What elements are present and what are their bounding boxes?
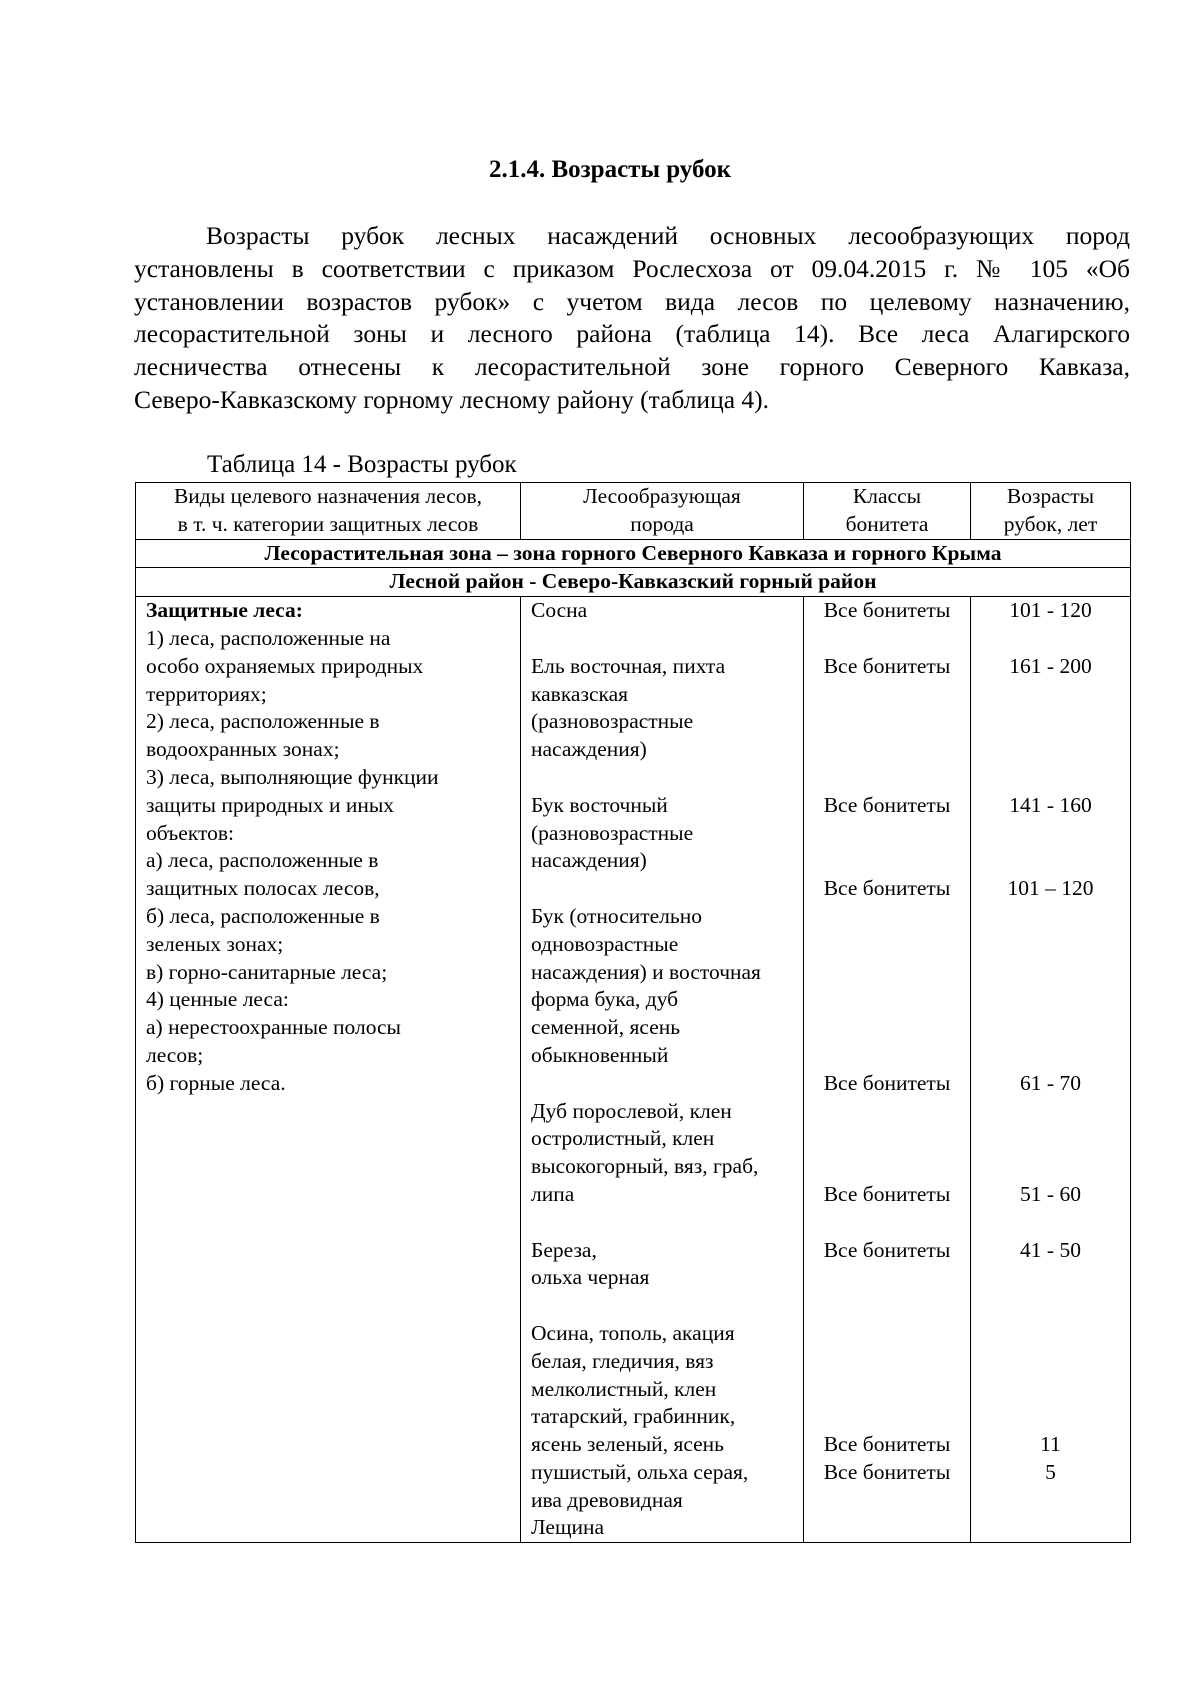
cell-line [808,1320,966,1348]
cell-line [808,1264,966,1292]
cell-line [808,1292,966,1320]
cell-line [975,1376,1126,1404]
cell-line: Все бонитеты [823,1181,951,1206]
cell-line: 61 - 70 [1020,1070,1081,1095]
cell-line [808,708,966,736]
cell-line [808,820,966,848]
cell-line: Лещина [531,1515,605,1540]
cell-line [975,1153,1126,1181]
cell-line: семенной, ясень [531,1015,681,1040]
cell-line [808,625,966,653]
cell-line [975,959,1126,987]
cell-line [975,708,1126,736]
cell-line: 3) леса, выполняющие функции [146,764,439,789]
cell-line: 2) леса, расположенные в [146,709,380,734]
cell-line: (разновозрастные [531,820,694,845]
cell-line [975,1292,1126,1320]
cell-line [808,736,966,764]
cell-line: Все бонитеты [823,653,951,678]
paragraph-line: установлении возрастов рубок» с учетом вида лесов по целевому назначению, [134,286,1130,316]
cell-line: Все бонитеты [823,598,951,623]
cell-line [808,1042,966,1070]
cell-line: особо охраняемых природных [146,653,424,678]
paragraph-line: установлены в соответствии с приказом Рослесхоза от 09.04.2015 г. № 105 «Об [134,253,1130,283]
zone-row [136,539,1131,568]
cell-line: 101 – 120 [1007,876,1094,901]
cell-line [531,625,793,653]
paragraph-line: лесорастительной зоны и лесного района (таблица 14). Все леса Алагирского [134,319,1130,349]
cell-line [531,764,793,792]
header-text: Классы [852,484,922,508]
table-row [136,597,1131,1543]
cell-line: липа [531,1181,575,1206]
cell-line: территориях; [146,681,267,706]
cell-line [975,1098,1126,1126]
cell-line: кавказская [531,681,629,706]
cell-line [975,1348,1126,1376]
cell-line: Защитные леса: [146,598,303,623]
cell-line: ясень зеленый, ясень [531,1432,724,1457]
age-cell [971,597,1131,1543]
cell-line: Осина, тополь, акация [531,1320,735,1345]
header-cell-age [971,483,1131,540]
cell-line: 5 [1045,1459,1056,1484]
cell-line [975,625,1126,653]
cell-line [808,986,966,1014]
cell-line: форма бука, дуб [531,987,679,1012]
species-cell [521,597,804,1543]
cell-line: татарский, грабинник, [531,1404,736,1429]
header-text: рубок, лет [1003,511,1098,536]
header-text: порода [630,511,694,536]
cell-line: мелколистный, клен [531,1376,717,1401]
cell-line [808,847,966,875]
cell-line [531,1292,793,1320]
cell-line: Бук (относительно [531,903,702,928]
cell-line: высокогорный, вяз, граб, [531,1154,759,1179]
cell-line: Все бонитеты [823,876,951,901]
cell-line [975,1209,1126,1237]
bonitet-cell [804,597,971,1543]
cell-line [975,1264,1126,1292]
cell-line [808,931,966,959]
cell-line: 101 - 120 [1009,598,1092,623]
cell-line: б) горные леса. [146,1070,286,1095]
cell-line [975,764,1126,792]
cell-line [975,1014,1126,1042]
cell-line: лесов; [146,1042,204,1067]
cell-line: (разновозрастные [531,709,694,734]
cell-line [975,1320,1126,1348]
cell-line: б) леса, расположенные в [146,903,380,928]
cell-line: 11 [1040,1432,1061,1457]
cell-line [975,903,1126,931]
cell-line [975,1042,1126,1070]
paragraph-line: лесничества отнесены к лесорастительной зоне горного Северного Кавказа, [134,352,1130,382]
cell-line: 161 - 200 [1009,653,1092,678]
cell-line [975,736,1126,764]
cell-line: обыкновенный [531,1042,669,1067]
cell-line: защитных полосах лесов, [146,876,380,901]
cell-line: Все бонитеты [823,1459,951,1484]
table-header-row [136,483,1131,540]
cell-line: остролистный, клен [531,1126,715,1151]
cell-line: ольха черная [531,1265,650,1290]
cell-line: 1) леса, расположенные на [146,625,391,650]
cell-line [808,1125,966,1153]
header-text: Лесообразующая [583,484,741,508]
cell-line: одновозрастные [531,931,679,956]
header-cell-species [521,483,804,540]
cell-line: Ель восточная, пихта [531,653,726,678]
table-caption: Таблица 14 - Возрасты рубок [207,451,517,478]
cell-line [808,1153,966,1181]
cell-line [975,681,1126,709]
cell-line: белая, гледичия, вяз [531,1348,714,1373]
cell-line [975,986,1126,1014]
cell-line: Сосна [531,598,588,623]
cell-line: а) нерестоохранные полосы [146,1015,401,1040]
cell-line: защиты природных и иных [146,792,395,817]
cell-line [808,1403,966,1431]
header-text: в т. ч. категории защитных лесов [177,511,479,536]
cutting-age-table [135,482,1131,1543]
paragraph-line: Возрасты рубок лесных насаждений основных лесообразующих пород [206,221,1130,250]
cell-line [808,1348,966,1376]
cell-line: Дуб порослевой, клен [531,1098,732,1123]
cell-line [531,875,793,903]
header-text: бонитета [845,511,929,536]
section-heading: 2.1.4. Возрасты рубок [488,156,732,183]
cell-line: 141 - 160 [1009,792,1092,817]
cell-line [975,820,1126,848]
cell-line: в) горно-санитарные леса; [146,959,388,984]
header-cell-purpose [136,483,521,540]
cell-line [808,764,966,792]
cell-line: Все бонитеты [823,1070,951,1095]
cell-line [808,1014,966,1042]
cell-line [975,847,1126,875]
cell-line: а) леса, расположенные в [146,848,379,873]
cell-line [975,1125,1126,1153]
cell-line [975,1403,1126,1431]
zone-cell: Лесорастительная зона – зона горного Северного Кавказа и горного Крыма [136,539,1131,568]
cell-line [531,1209,793,1237]
cell-line [531,1070,793,1098]
cell-line [975,931,1126,959]
cell-line: Все бонитеты [823,1432,951,1457]
cell-line: 4) ценные леса: [146,987,289,1012]
cell-line: Все бонитеты [823,1237,951,1262]
body-paragraph [134,220,1130,417]
district-cell: Лесной район - Северо-Кавказский горный район [136,568,1131,597]
cell-line: Бук восточный [531,792,668,817]
header-text: Виды целевого назначения лесов, [173,484,483,508]
cell-line: зеленых зонах; [146,931,284,956]
cell-line [808,903,966,931]
cell-line: насаждения) [531,737,647,762]
header-text: Возрасты [1006,484,1095,508]
purpose-cell [136,597,521,1543]
cell-line [808,1098,966,1126]
cell-line: водоохранных зонах; [146,737,340,762]
cell-line: насаждения) [531,848,647,873]
cell-line: объектов: [146,820,234,845]
cell-line: насаждения) и восточная [531,959,761,984]
cell-line: ива древовидная [531,1487,683,1512]
cell-line [808,959,966,987]
header-cell-bonitet [804,483,971,540]
cell-line: пушистый, ольха серая, [531,1459,749,1484]
cell-line: Все бонитеты [823,792,951,817]
cell-line [808,1209,966,1237]
district-row [136,568,1131,597]
cell-line: 51 - 60 [1020,1181,1081,1206]
cell-line: 41 - 50 [1020,1237,1081,1262]
cell-line: Береза, [531,1237,597,1262]
paragraph-line: Северо-Кавказскому горному лесному району (таблица 4). [134,384,770,414]
cell-line [808,1376,966,1404]
cell-line [808,681,966,709]
